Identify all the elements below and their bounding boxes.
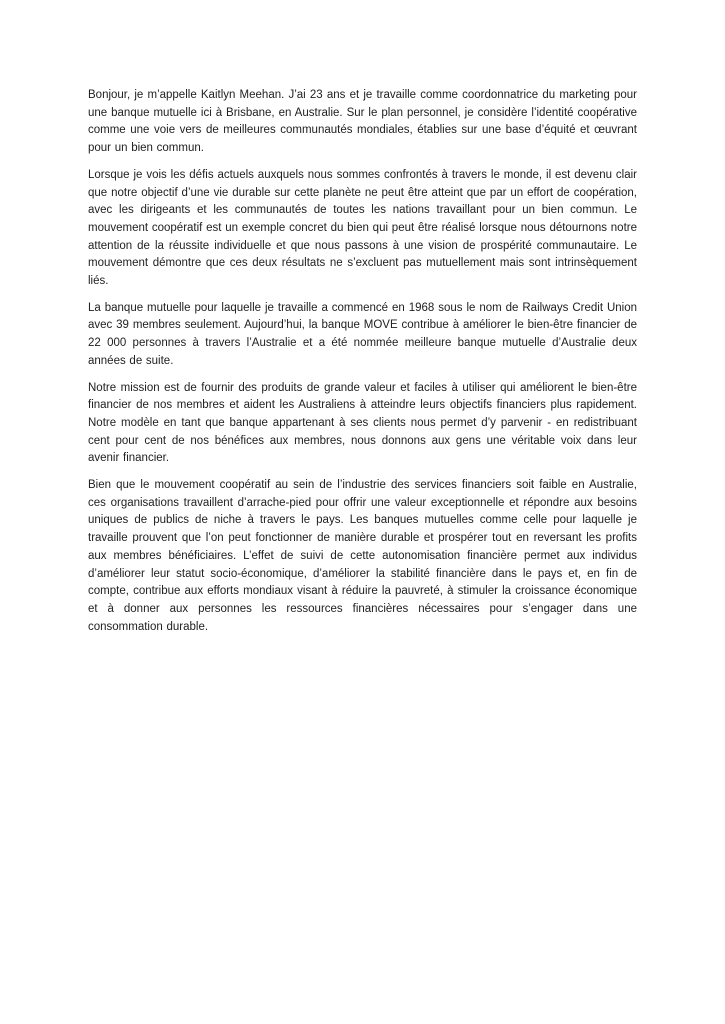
paragraph-intro: Bonjour, je m’appelle Kaitlyn Meehan. J’ai 23 ans et je travaille comme coordonnatrice du marketing pour une banque mutuelle ici à Brisbane, en Australie. Sur le plan personnel, je considère l’identité coopérative comme une voie vers de meilleures communautés mondiales, établies sur une base d’équité et œuvrant pour un bien commun. [88,89,637,155]
paragraph-bank-history: La banque mutuelle pour laquelle je travaille a commencé en 1968 sous le nom de Railways Credit Union avec 39 membres seulement. Aujourd’hui, la banque MOVE contribue à améliorer le bien-être financier de 22 000 personnes à travers l’Australie et a été nommée meilleure banque mutuelle d’Australie deux années de suite. [88,301,637,367]
document-text-body [88,87,637,636]
paragraph-global-challenges: Lorsque je vois les défis actuels auxquels nous sommes confrontés à travers le monde, il est devenu clair que notre objectif d’une vie durable sur cette planète ne peut être atteint que par un effort de coopération, avec les dirigeants et les communautés de toutes les nations travaillant pour un bien commun. Le mouvement coopératif est un exemple concret du bien qui peut être réalisé lorsque nous détournons notre attention de la réussite individuelle et que nous passons à une vision de prospérité communautaire. Le mouvement démontre que ces deux résultats ne s’excluent pas mutuellement mais sont intrinsèquement liés. [88,168,637,288]
paragraph-mission: Notre mission est de fournir des produits de grande valeur et faciles à utiliser qui améliorent le bien-être financier de nos membres et aident les Australiens à atteindre leurs objectifs financiers plus rapidement. Notre modèle en tant que banque appartenant à ses clients nous permet d’y parvenir - en redistribuant cent pour cent de nos bénéfices aux membres, nous donnons aux gens une véritable voix dans leur avenir financier. [88,381,637,465]
paragraph-cooperative-movement: Bien que le mouvement coopératif au sein de l’industrie des services financiers soit faible en Australie, ces organisations travaillent d’arrache-pied pour offrir une valeur exceptionnelle et répondre aux besoins uniques de publics de niche à travers le pays. Les banques mutuelles comme celle pour laquelle je travaille prouvent que l’on peut fonctionner de manière durable et prospérer tout en reversant les profits aux membres bénéficiaires. L’effet de suivi de cette autonomisation financière permet aux individus d’améliorer leur statut socio-économique, d’améliorer la stabilité financière dans le pays et, en fin de compte, contribue aux efforts mondiaux visant à réduire la pauvreté, à stimuler la croissance économique et à donner aux personnes les ressources financières nécessaires pour s’engager dans une consommation durable. [88,479,637,633]
